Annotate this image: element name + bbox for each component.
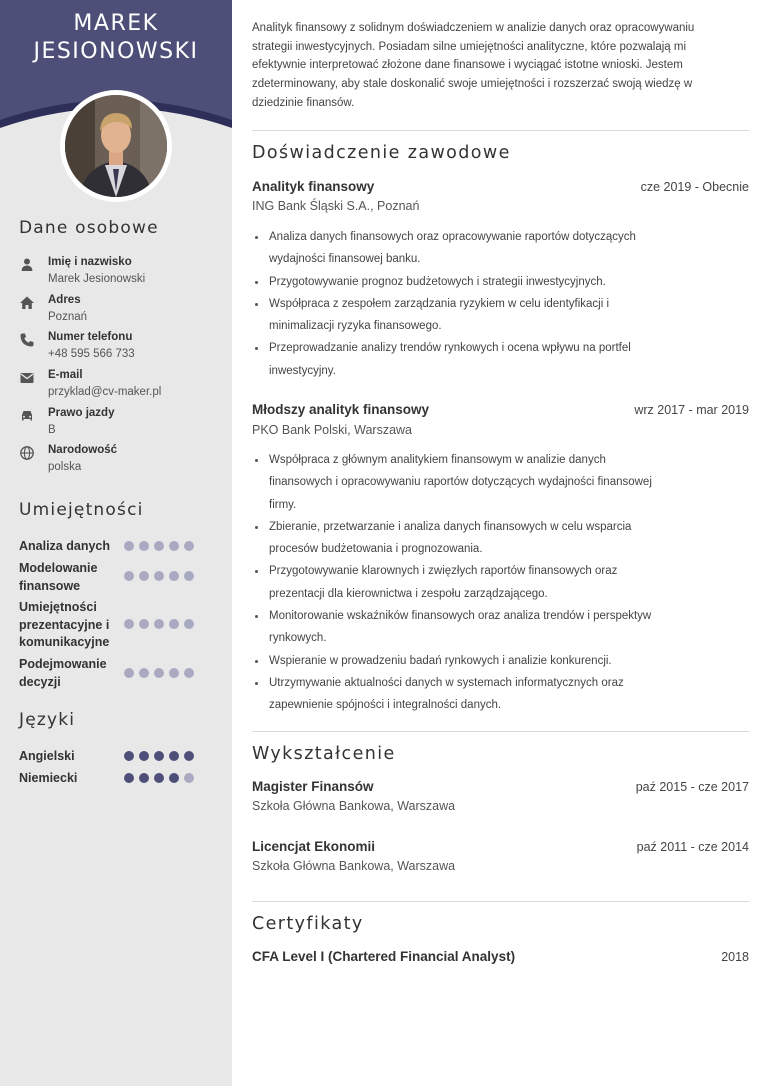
- rating-dot-empty: [124, 571, 134, 581]
- job-title: Młodszy analityk finansowy: [252, 402, 430, 417]
- rating-dot-empty: [169, 541, 179, 551]
- rating-dot-empty: [169, 571, 179, 581]
- job-bullet: Wspieranie w prowadzeniu badań rynkowych i analizie konkurencji.: [252, 650, 662, 672]
- rating-dot-empty: [124, 668, 134, 678]
- candidate-name: [0, 10, 232, 66]
- job-company: PKO Bank Polski, Warszawa: [252, 423, 413, 437]
- rating-dot-filled: [124, 773, 134, 783]
- rating-dot-empty: [169, 619, 179, 629]
- rating-dot-empty: [184, 668, 194, 678]
- job-bullet: Współpraca z zespołem zarządzania ryzykiem w celu identyfikacji i minimalizacji ryzyka finansowego.: [252, 293, 662, 338]
- rating-dot-empty: [124, 619, 134, 629]
- job-company: ING Bank Śląski S.A., Poznań: [252, 199, 420, 213]
- education-section-title: Wykształcenie: [252, 744, 396, 764]
- personal-value: +48 595 566 733: [48, 348, 135, 360]
- phone-icon: [19, 332, 35, 348]
- section-divider: [252, 901, 749, 902]
- job-date: cze 2019 - Obecnie: [640, 180, 749, 194]
- rating-dot-empty: [184, 571, 194, 581]
- rating-dot-filled: [154, 751, 164, 761]
- skills-section-title: Umiejętności: [19, 500, 144, 520]
- rating-dot-filled: [124, 751, 134, 761]
- job-bullets: [252, 449, 662, 717]
- job-bullet: Przygotowywanie prognoz budżetowych i strategii inwestycyjnych.: [252, 271, 662, 293]
- name-line-2: JESIONOWSKI: [33, 39, 199, 64]
- rating-dot-empty: [139, 571, 149, 581]
- experience-section-title: Doświadczenie zawodowe: [252, 143, 511, 163]
- language-item: [19, 748, 219, 766]
- job-bullet: Przeprowadzanie analizy trendów rynkowych i ocena wpływu na portfel inwestycyjny.: [252, 337, 662, 382]
- personal-label: E-mail: [48, 369, 83, 381]
- person-icon: [19, 257, 35, 273]
- rating-dot-empty: [139, 541, 149, 551]
- mail-icon: [19, 370, 35, 386]
- rating-dot-empty: [139, 619, 149, 629]
- education-degree: Licencjat Ekonomii: [252, 839, 376, 854]
- rating-dot-empty: [154, 541, 164, 551]
- skill-item: [19, 560, 219, 596]
- rating-dot-empty: [169, 668, 179, 678]
- personal-label: Adres: [48, 294, 81, 306]
- job-bullet: Przygotowywanie klarownych i zwięzłych raportów finansowych oraz prezentacji dla kierownictwa i zespołu zarządzającego.: [252, 560, 662, 605]
- certificate-date: 2018: [721, 950, 749, 964]
- personal-value: polska: [48, 461, 82, 473]
- rating-dot-empty: [184, 773, 194, 783]
- language-name: Angielski: [19, 749, 75, 763]
- rating-dot-filled: [154, 773, 164, 783]
- personal-value: Marek Jesionowski: [48, 273, 146, 285]
- rating-dot-filled: [169, 751, 179, 761]
- skill-name: Analiza danych: [19, 539, 110, 553]
- skill-name: Umiejętności prezentacyjne i komunikacyjne: [19, 600, 110, 649]
- education-degree: Magister Finansów: [252, 779, 374, 794]
- personal-label: Prawo jazdy: [48, 407, 115, 419]
- education-date: paź 2011 - cze 2014: [636, 840, 749, 854]
- rating-dot-empty: [154, 668, 164, 678]
- skill-item: [19, 656, 219, 692]
- personal-label: Narodowość: [48, 444, 118, 456]
- skill-rating: [124, 541, 194, 551]
- rating-dot-empty: [184, 619, 194, 629]
- section-divider: [252, 731, 749, 732]
- job-bullet: Utrzymywanie aktualności danych w systemach informatycznych oraz zapewnienie spójności i integralności danych.: [252, 672, 662, 717]
- language-item: [19, 770, 219, 788]
- rating-dot-empty: [124, 541, 134, 551]
- rating-dot-filled: [139, 751, 149, 761]
- job-title: Analityk finansowy: [252, 179, 375, 194]
- skill-name: Podejmowanie decyzji: [19, 657, 107, 689]
- language-rating: [124, 773, 194, 783]
- name-line-1: MAREK: [73, 11, 159, 36]
- skill-rating: [124, 668, 194, 678]
- job-bullet: Zbieranie, przetwarzanie i analiza danych finansowych w celu wsparcia procesów budżetowania i prognozowania.: [252, 516, 662, 561]
- rating-dot-filled: [139, 773, 149, 783]
- rating-dot-empty: [184, 541, 194, 551]
- languages-section-title: Języki: [19, 710, 76, 730]
- job-bullet: Monitorowanie wskaźników finansowych oraz analiza trendów i perspektyw rynkowych.: [252, 605, 662, 650]
- personal-value: B: [48, 424, 56, 436]
- personal-label: Imię i nazwisko: [48, 256, 132, 268]
- skill-rating: [124, 619, 194, 629]
- globe-icon: [19, 445, 35, 461]
- job-bullet: Analiza danych finansowych oraz opracowywanie raportów dotyczących wydajności finansowej banku.: [252, 226, 662, 271]
- language-name: Niemiecki: [19, 771, 78, 785]
- personal-value: przyklad@cv-maker.pl: [48, 386, 162, 398]
- education-date: paź 2015 - cze 2017: [635, 780, 749, 794]
- skill-name: Modelowanie finansowe: [19, 561, 98, 593]
- rating-dot-empty: [154, 571, 164, 581]
- job-bullets: [252, 226, 662, 382]
- personal-label: Numer telefonu: [48, 331, 133, 343]
- summary-text: Analityk finansowy z solidnym doświadczeniem w analizie danych oraz opracowywaniu strategii inwestycyjnych. Posiadam silne umiejętności analityczne, które pozwalają mi efektywnie interpretować złożone dane finansowe i wyciągać istotne wnioski. Jestem zdeterminowany, aby stale doskonalić swoje umiejętności i rozszerzać swoją wiedzę w dziedzinie finansów.: [252, 22, 695, 109]
- job-date: wrz 2017 - mar 2019: [634, 403, 749, 417]
- rating-dot-empty: [139, 668, 149, 678]
- personal-section-title: Dane osobowe: [19, 218, 159, 238]
- rating-dot-empty: [154, 619, 164, 629]
- rating-dot-filled: [184, 751, 194, 761]
- car-icon: [19, 408, 35, 424]
- job-bullet: Współpraca z głównym analitykiem finansowym w analizie danych finansowych i opracowywaniu raportów dotyczących wydajności finansowej firmy.: [252, 449, 662, 516]
- section-divider: [252, 130, 749, 131]
- certificates-section-title: Certyfikaty: [252, 914, 364, 934]
- education-school: Szkoła Główna Bankowa, Warszawa: [252, 859, 456, 873]
- skill-rating: [124, 571, 194, 581]
- education-school: Szkoła Główna Bankowa, Warszawa: [252, 799, 456, 813]
- skill-item: [19, 538, 219, 556]
- personal-value: Poznań: [48, 311, 88, 323]
- skill-item: [19, 599, 219, 653]
- rating-dot-filled: [169, 773, 179, 783]
- language-rating: [124, 751, 194, 761]
- home-icon: [19, 295, 35, 311]
- certificate-name: CFA Level I (Chartered Financial Analyst): [252, 949, 516, 964]
- profile-photo: [65, 95, 167, 197]
